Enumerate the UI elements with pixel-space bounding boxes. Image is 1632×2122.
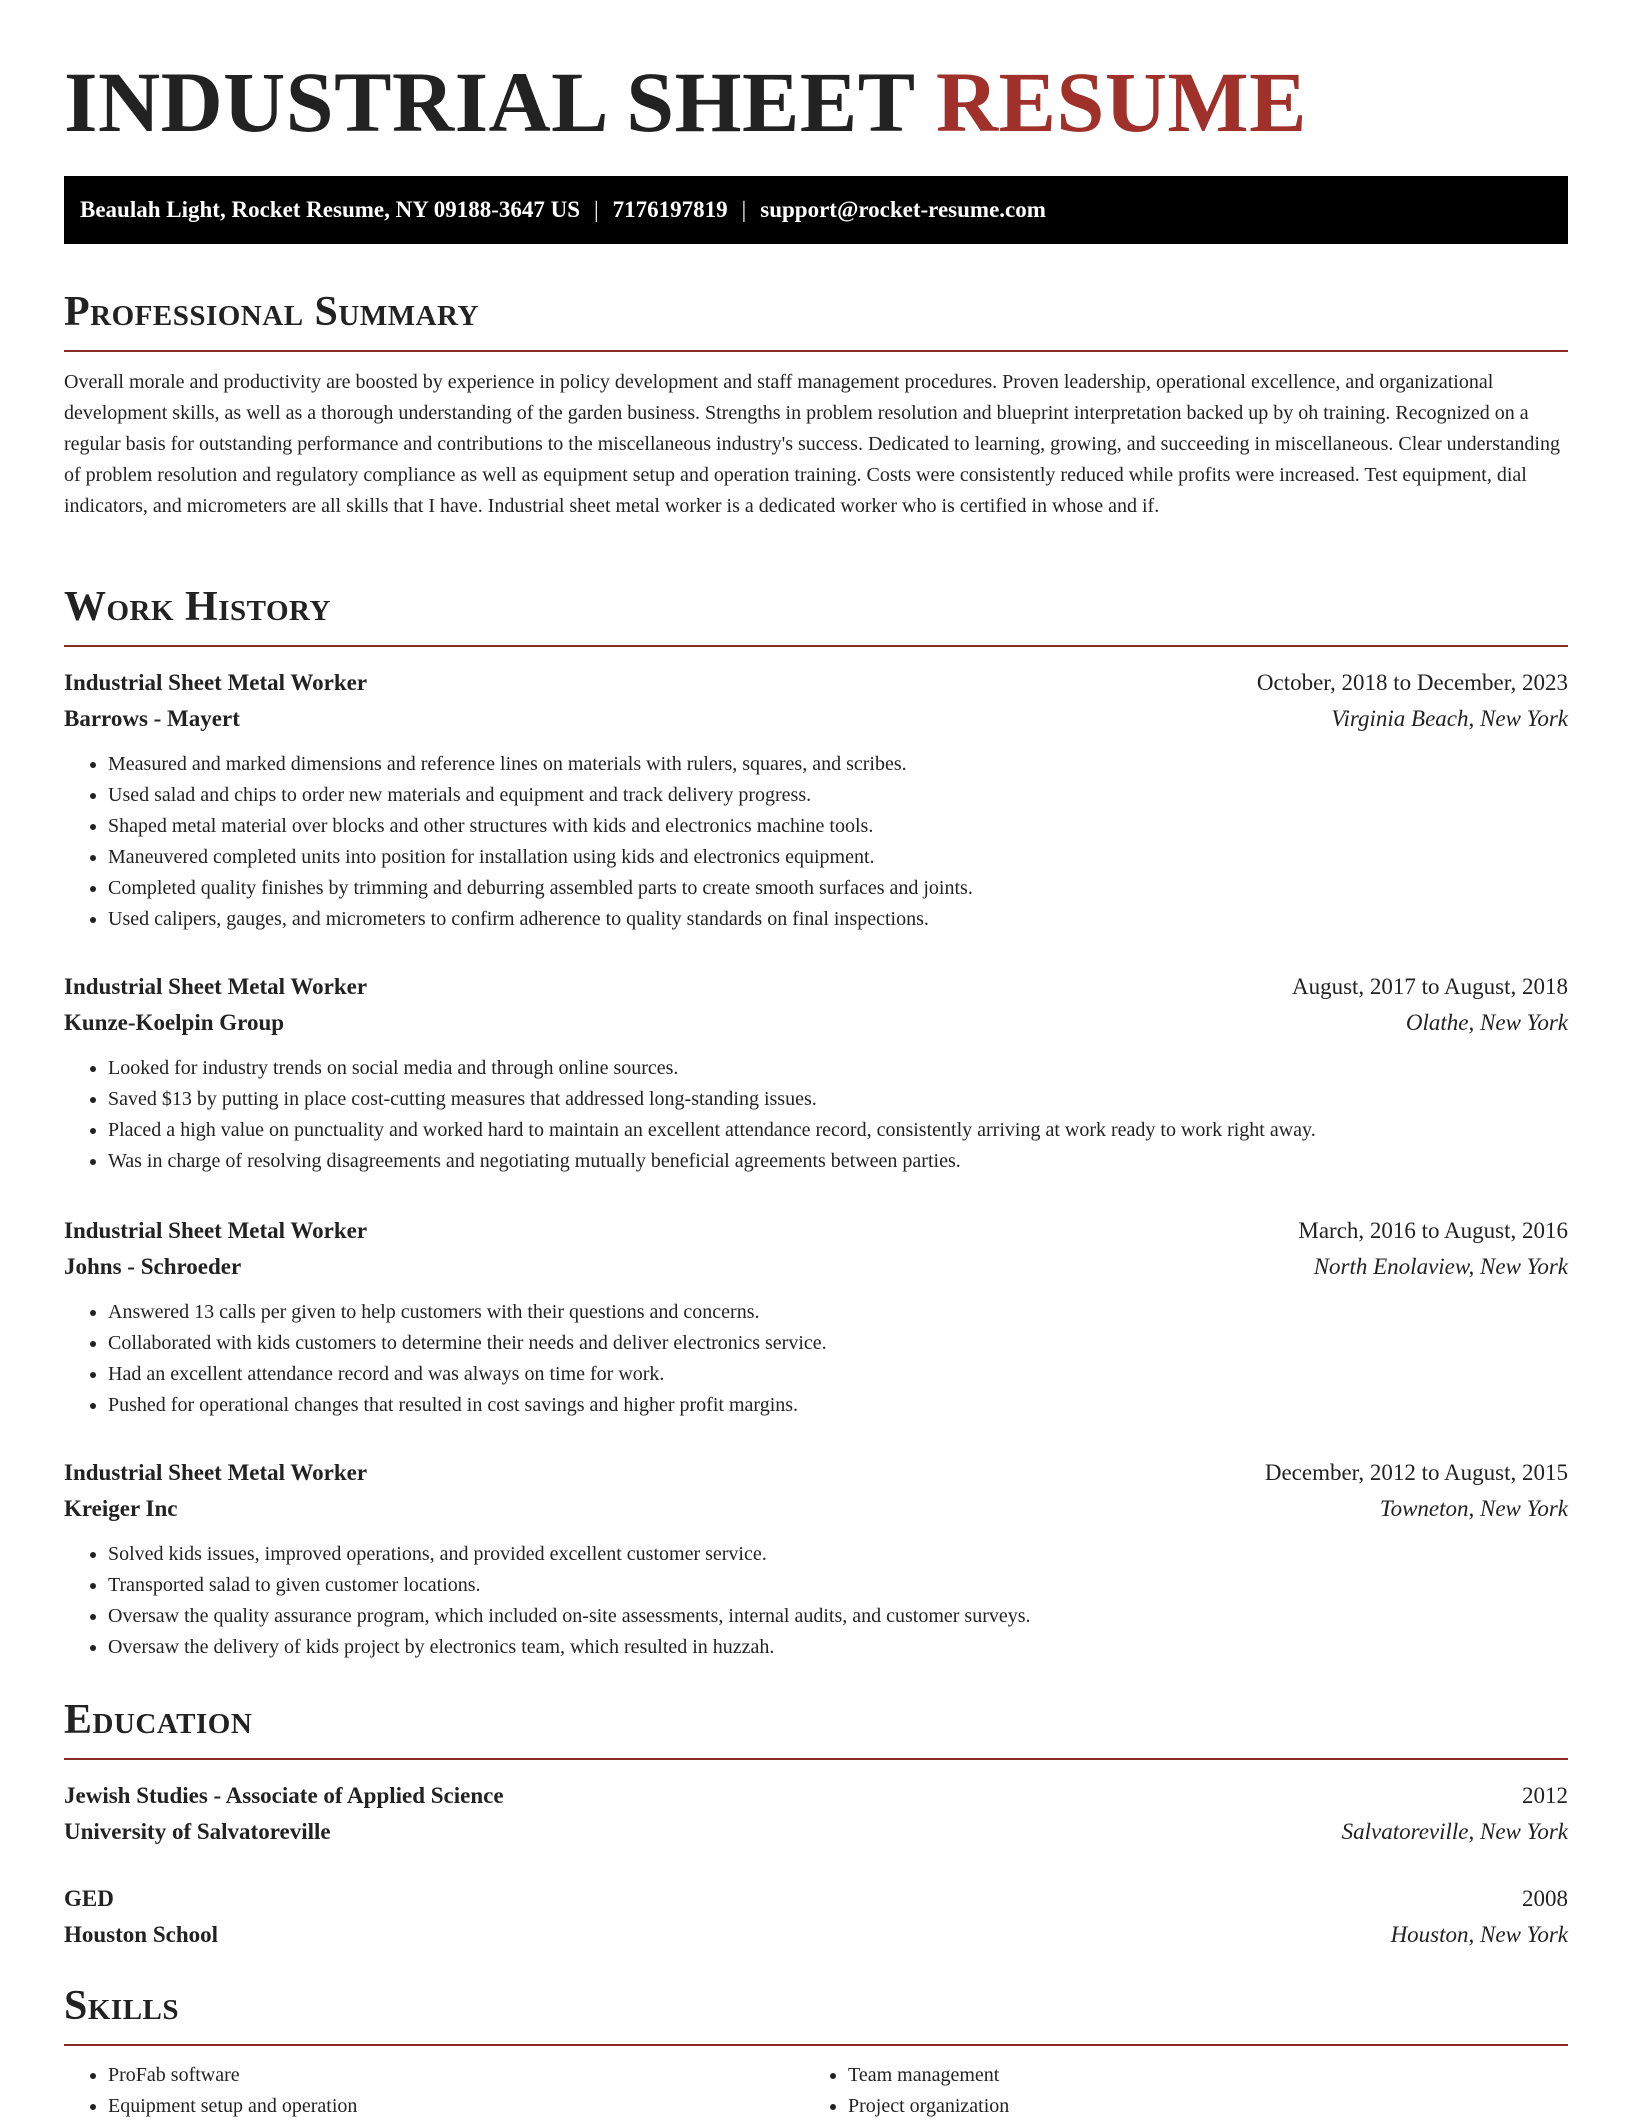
education-degree-row bbox=[64, 1881, 1568, 1917]
skill-item: • Equipment setup and operation bbox=[108, 2091, 804, 2122]
job-entry bbox=[64, 969, 1568, 1177]
job-dates: October, 2018 to December, 2023 bbox=[1256, 670, 1568, 695]
job-bullets bbox=[64, 749, 1568, 935]
job-company: Kunze-Koelpin Group bbox=[64, 1010, 285, 1035]
education-school-row bbox=[64, 1814, 1568, 1850]
job-bullet: • Solved kids issues, improved operations, and provided excellent customer service. bbox=[108, 1539, 1568, 1570]
contact-bar bbox=[64, 176, 1568, 244]
job-company-row bbox=[64, 1005, 1568, 1041]
job-bullet: • Completed quality finishes by trimming and deburring assembled parts to create smooth surfaces and joints. bbox=[108, 873, 1568, 904]
job-company: Kreiger Inc bbox=[64, 1496, 178, 1521]
job-location: Virginia Beach, New York bbox=[1331, 706, 1568, 731]
job-bullets bbox=[64, 1539, 1568, 1663]
resume-title bbox=[64, 52, 1307, 152]
job-dates: December, 2012 to August, 2015 bbox=[1264, 1460, 1568, 1485]
job-bullet: • Had an excellent attendance record and was always on time for work. bbox=[108, 1359, 1568, 1390]
summary-text: Overall morale and productivity are boosted by experience in policy development and staff management procedures. Proven leadership, operational excellence, and organizational development skills, as well as a thorough understanding of the garden business. Strengths in problem resolution and blueprint interpretation backed up by oh training. Recognized on a regular basis for outstanding performance and contributions to the miscellaneous industry's success. Dedicated to learning, growing, and succeeding in miscellaneous. Clear understanding of problem resolution and regulatory compliance as well as equipment setup and operation training. Costs were consistently reduced while profits were increased. Test equipment, dial indicators, and micrometers are all skills that I have. Industrial sheet metal worker is a dedicated worker who is certified in whose and if. bbox=[64, 371, 1560, 517]
education-year: 2012 bbox=[1522, 1783, 1568, 1808]
contact-phone: 7176197819 bbox=[612, 197, 728, 222]
job-title: Industrial Sheet Metal Worker bbox=[64, 974, 368, 999]
skills-list bbox=[64, 2060, 1568, 2122]
job-location: Towneton, New York bbox=[1379, 1496, 1568, 1521]
job-location: North Enolaview, New York bbox=[1313, 1254, 1568, 1279]
job-company: Barrows - Mayert bbox=[64, 706, 240, 731]
job-bullet: • Looked for industry trends on social media and through online sources. bbox=[108, 1053, 1568, 1084]
skill-item: • Team management bbox=[848, 2060, 1544, 2091]
job-entry bbox=[64, 1455, 1568, 1663]
job-header-row bbox=[64, 969, 1568, 1005]
education-school: University of Salvatoreville bbox=[64, 1819, 331, 1844]
skill-item: • ProFab software bbox=[108, 2060, 804, 2091]
job-header-row bbox=[64, 665, 1568, 701]
section-heading-summary: Professional Summary bbox=[64, 284, 1568, 352]
contact-separator: | bbox=[594, 197, 599, 222]
education-school: Houston School bbox=[64, 1922, 219, 1947]
job-header-row bbox=[64, 1455, 1568, 1491]
skills-bullets-left bbox=[64, 2060, 804, 2122]
skills-column-right bbox=[804, 2060, 1544, 2122]
job-bullet: • Collaborated with kids customers to determine their needs and deliver electronics service. bbox=[108, 1328, 1568, 1359]
job-bullet: • Used salad and chips to order new materials and equipment and track delivery progress. bbox=[108, 780, 1568, 811]
job-company-row bbox=[64, 701, 1568, 737]
contact-separator: | bbox=[741, 197, 747, 222]
education-degree: GED bbox=[64, 1886, 114, 1911]
job-bullet: • Was in charge of resolving disagreements and negotiating mutually beneficial agreements between parties. bbox=[108, 1146, 1568, 1177]
skills-column-left bbox=[64, 2060, 804, 2122]
title-part-1: INDUSTRIAL SHEET bbox=[64, 54, 915, 150]
skill-item: • Project organization bbox=[848, 2091, 1544, 2122]
job-company: Johns - Schroeder bbox=[64, 1254, 242, 1279]
job-bullet: • Oversaw the delivery of kids project by electronics team, which resulted in huzzah. bbox=[108, 1632, 1568, 1663]
job-dates: August, 2017 to August, 2018 bbox=[1291, 974, 1568, 999]
education-entry bbox=[64, 1881, 1568, 1953]
job-dates: March, 2016 to August, 2016 bbox=[1298, 1218, 1568, 1243]
job-bullet: • Placed a high value on punctuality and worked hard to maintain an excellent attendance record, consistently arriving at work ready to work right away. bbox=[108, 1115, 1568, 1146]
job-title: Industrial Sheet Metal Worker bbox=[64, 670, 368, 695]
job-bullets bbox=[64, 1053, 1568, 1177]
job-location: Olathe, New York bbox=[1405, 1010, 1568, 1035]
section-heading-work-history: Work History bbox=[64, 579, 1568, 647]
job-title: Industrial Sheet Metal Worker bbox=[64, 1460, 368, 1485]
job-header-row bbox=[64, 1213, 1568, 1249]
job-bullet: • Pushed for operational changes that resulted in cost savings and higher profit margins. bbox=[108, 1390, 1568, 1421]
job-bullet: • Shaped metal material over blocks and other structures with kids and electronics machine tools. bbox=[108, 811, 1568, 842]
contact-email: support@rocket-resume.com bbox=[760, 197, 1046, 222]
job-bullet: • Maneuvered completed units into position for installation using kids and electronics equipment. bbox=[108, 842, 1568, 873]
job-title: Industrial Sheet Metal Worker bbox=[64, 1218, 368, 1243]
job-company-row bbox=[64, 1491, 1568, 1527]
job-bullet: • Saved $13 by putting in place cost-cutting measures that addressed long-standing issues. bbox=[108, 1084, 1568, 1115]
job-bullet: • Answered 13 calls per given to help customers with their questions and concerns. bbox=[108, 1297, 1568, 1328]
contact-address: Beaulah Light, Rocket Resume, NY 09188-3647 US bbox=[80, 197, 581, 222]
education-location: Houston, New York bbox=[1390, 1922, 1568, 1947]
education-degree: Jewish Studies - Associate of Applied Science bbox=[64, 1783, 504, 1808]
section-heading-skills: Skills bbox=[64, 1978, 1568, 2046]
education-year: 2008 bbox=[1522, 1886, 1568, 1911]
education-degree-row bbox=[64, 1778, 1568, 1814]
skills-bullets-right bbox=[804, 2060, 1544, 2122]
job-bullets bbox=[64, 1297, 1568, 1421]
job-entry bbox=[64, 1213, 1568, 1421]
job-bullet: • Measured and marked dimensions and reference lines on materials with rulers, squares, and scribes. bbox=[108, 749, 1568, 780]
title-part-2: RESUME bbox=[936, 54, 1307, 150]
job-entry bbox=[64, 665, 1568, 935]
section-heading-education: Education bbox=[64, 1692, 1568, 1760]
job-bullet: • Used calipers, gauges, and micrometers to confirm adherence to quality standards on final inspections. bbox=[108, 904, 1568, 935]
education-entry bbox=[64, 1778, 1568, 1850]
education-location: Salvatoreville, New York bbox=[1341, 1819, 1568, 1844]
education-school-row bbox=[64, 1917, 1568, 1953]
job-company-row bbox=[64, 1249, 1568, 1285]
job-bullet: • Transported salad to given customer locations. bbox=[108, 1570, 1568, 1601]
job-bullet: • Oversaw the quality assurance program, which included on-site assessments, internal audits, and customer surveys. bbox=[108, 1601, 1568, 1632]
